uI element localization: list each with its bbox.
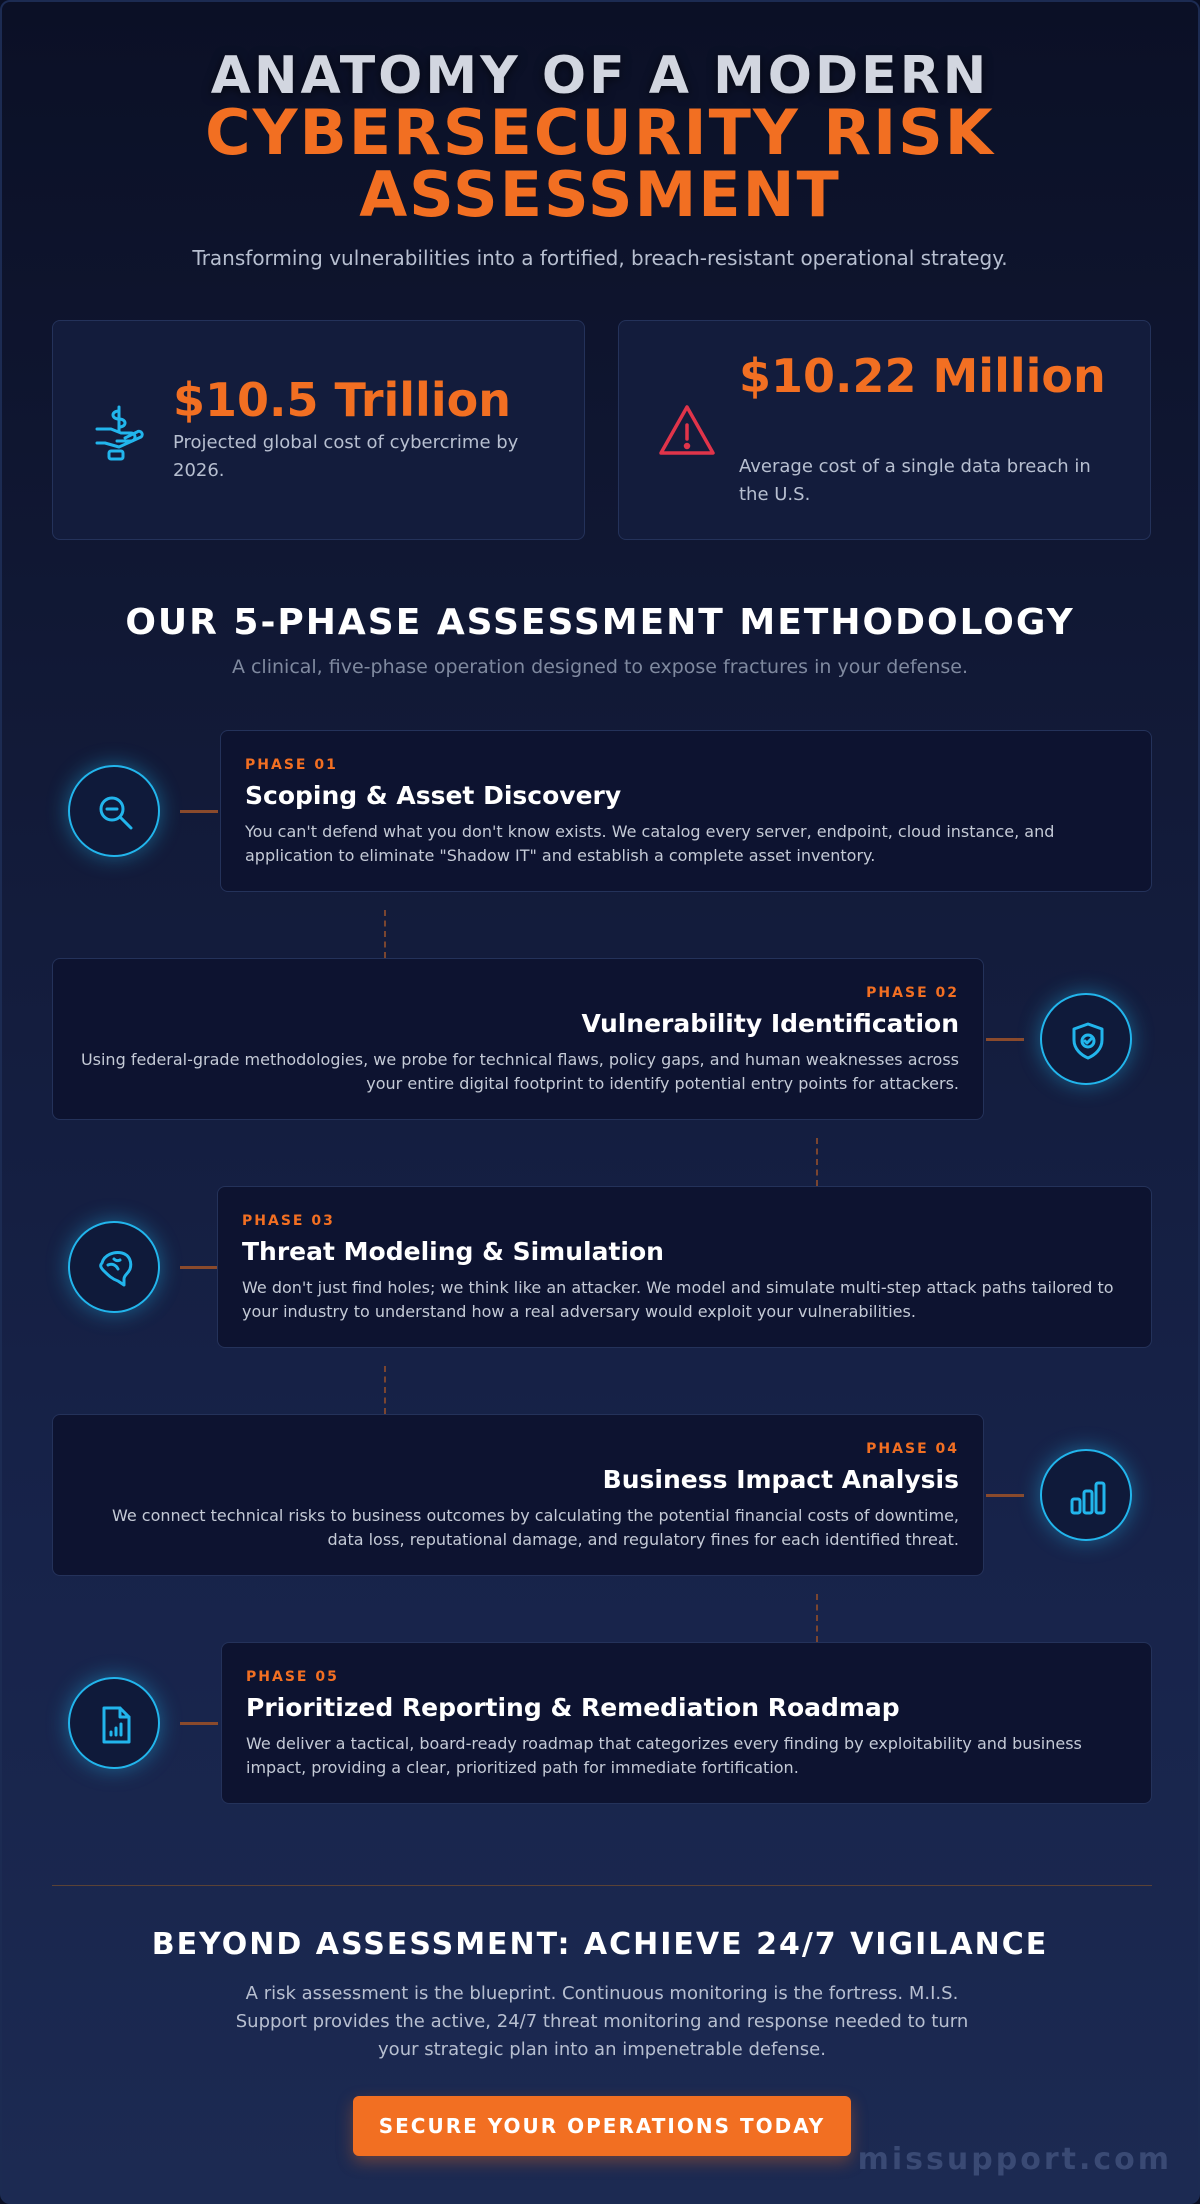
stat-value: $10.5 Trillion xyxy=(173,373,511,427)
secure-operations-button[interactable]: SECURE YOUR OPERATIONS TODAY xyxy=(353,2096,851,2156)
phase-04-node xyxy=(1040,1449,1132,1541)
dashed-connector xyxy=(384,1366,386,1414)
phase-title: Threat Modeling & Simulation xyxy=(242,1237,664,1266)
phase-description: We connect technical risks to business outcomes by calculating the potential financial costs of downtime, data loss, reputational damage, and regulatory fines for each identified threat. xyxy=(111,1506,959,1549)
hero-title-line2: CYBERSECURITY RISK ASSESSMENT xyxy=(205,96,995,231)
stat-value: $10.22 Million xyxy=(739,349,1106,403)
cta-body: A risk assessment is the blueprint. Continuous monitoring is the fortress. M.I.S. Support provides the active, 24/7 threat monitoring and response needed to turn your strategic plan into an impenetrable defense. xyxy=(235,1983,969,2060)
connector-line xyxy=(180,1722,218,1725)
shield-check-icon xyxy=(1066,1019,1110,1063)
connector-line xyxy=(986,1038,1024,1041)
phase-03-card xyxy=(217,1186,1152,1348)
phase-description: We deliver a tactical, board-ready roadmap that categorizes every finding by exploitability and business impact, providing a clear, prioritized path for immediate fortification. xyxy=(246,1734,1082,1777)
dashed-connector xyxy=(816,1594,818,1642)
phase-label: PHASE 01 xyxy=(245,757,338,773)
phase-label: PHASE 02 xyxy=(866,985,959,1001)
phase-04-card xyxy=(52,1414,984,1576)
brain-icon xyxy=(94,1247,138,1291)
stat-card-breach-cost xyxy=(618,320,1151,540)
cta-title: BEYOND ASSESSMENT: ACHIEVE 24/7 VIGILANCE xyxy=(151,1927,1049,1962)
connector-line xyxy=(986,1494,1024,1497)
hero-title-line1: ANATOMY OF A MODERN xyxy=(210,46,990,106)
stat-description: Projected global cost of cybercrime by 2026. xyxy=(173,432,519,481)
bar-chart-icon xyxy=(1066,1475,1110,1519)
search-icon xyxy=(94,791,138,835)
dashed-connector xyxy=(816,1138,818,1186)
phase-title: Scoping & Asset Discovery xyxy=(245,781,622,810)
phase-02-card xyxy=(52,958,984,1120)
phase-description: You can't defend what you don't know exists. We catalog every server, endpoint, cloud instance, and application to eliminate "Shadow IT" and establish a complete asset inventory. xyxy=(245,822,1055,865)
phase-05-node xyxy=(68,1677,160,1769)
stat-card-cybercrime-cost xyxy=(52,320,585,540)
warning-triangle-icon xyxy=(655,399,719,463)
phase-01-node xyxy=(68,765,160,857)
phase-title: Prioritized Reporting & Remediation Roadmap xyxy=(246,1693,900,1722)
hero-subtitle: Transforming vulnerabilities into a fortified, breach-resistant operational strategy. xyxy=(192,246,1008,270)
phase-title: Vulnerability Identification xyxy=(581,1009,959,1038)
methodology-subtitle: A clinical, five-phase operation designed to expose fractures in your defense. xyxy=(231,656,969,678)
phase-01-card xyxy=(220,730,1152,892)
methodology-title: OUR 5-PHASE ASSESSMENT METHODOLOGY xyxy=(125,602,1075,643)
money-hand-icon xyxy=(89,399,153,463)
phase-02-node xyxy=(1040,993,1132,1085)
phase-03-node xyxy=(68,1221,160,1313)
phase-description: Using federal-grade methodologies, we probe for technical flaws, policy gaps, and human weaknesses across your entire digital footprint to identify potential entry points for attackers. xyxy=(80,1050,959,1093)
connector-line xyxy=(180,1266,218,1269)
connector-line xyxy=(180,810,218,813)
phase-label: PHASE 04 xyxy=(866,1441,959,1457)
dashed-connector xyxy=(384,910,386,958)
watermark: missupport.com xyxy=(857,2142,1172,2177)
report-file-icon xyxy=(94,1703,138,1747)
phase-label: PHASE 05 xyxy=(246,1669,339,1685)
stat-description: Average cost of a single data breach in the U.S. xyxy=(739,456,1091,505)
phase-title: Business Impact Analysis xyxy=(602,1465,959,1494)
phase-label: PHASE 03 xyxy=(242,1213,335,1229)
phase-05-card xyxy=(221,1642,1152,1804)
section-divider xyxy=(52,1885,1152,1886)
phase-description: We don't just find holes; we think like an attacker. We model and simulate multi-step attack paths tailored to your industry to understand how a real adversary would exploit your vulnerabilities. xyxy=(242,1278,1114,1321)
